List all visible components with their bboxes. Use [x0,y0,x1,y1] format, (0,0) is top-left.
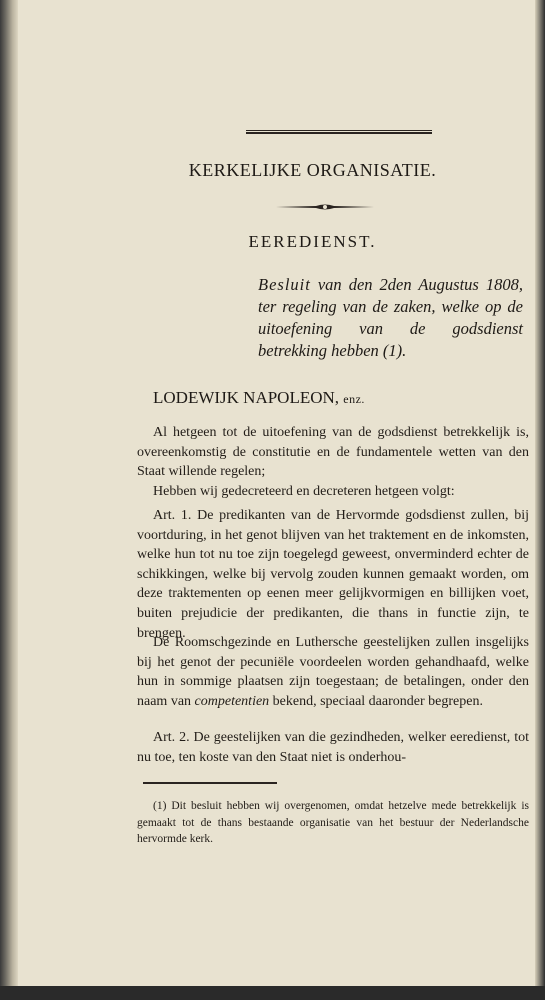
p4-text-before: De Roomschgezinde en Luthersche geestelijken zullen insgelijks bij het genot der pecuniële voordeelen worden gehandhaafd, welke hun in sommige plaatsen zijn toegestaan; de betalingen, onder den naam van [137,635,529,709]
page-spine [0,0,18,1000]
section-heading: KERKELIJKE ORGANISATIE. [188,160,437,180]
footnote-rule [143,782,277,784]
top-rule [246,130,432,134]
paragraph-article-2: Art. 2. De geestelijken van die gezindheden, welker eeredienst, tot nu toe, ten koste van den Staat niet is onderhou- [137,730,529,765]
decree-lead: Besluit [258,275,311,294]
page-edge [535,0,545,1000]
decree-title [258,274,523,362]
subsection-heading: EEREDIENST. [248,232,377,251]
paragraph-decree: Hebben wij gedecreteerd en decreteren hetgeen volgt: [153,484,455,499]
p4-text-after: bekend, speciaal daaronder begrepen. [272,693,483,709]
footnote: (1) Dit besluit hebben wij overgenomen, omdat hetzelve mede betrekkelijk is gemaakt tot de thans bestaande organisatie van het bestuur der Nederlandsche hervormde kerk. [137,800,529,845]
king-name [153,388,513,408]
ornament-divider [276,203,374,211]
p4-italic-term: competentien [194,693,270,709]
paragraph-preamble: Al hetgeen tot de uitoefening van de godsdienst betrekkelijk is, overeenkomstig de constitutie en de fundamentele wetten van den Staat willende regelen; [137,425,529,480]
decree-text: van den 2den Augustus 1808, ter regeling van de zaken, welke op de uitoefening van de godsdienst betrekking hebben (1). [258,275,523,360]
king-name-text: LODEWIJK NAPOLEON, [153,388,340,407]
paragraph-article-1-continued [137,633,529,711]
king-suffix: enz. [343,392,365,406]
scan-border [0,986,545,1000]
paragraph-article-1: Art. 1. De predikanten van de Hervormde godsdienst zullen, bij voortduring, in het genot blijven van het traktement en de inkomsten, welke hun tot nu toe zijn toegelegd geweest, onverminderd echter de schikkingen, welke bij vervolg zouden kunnen gemaakt worden, om deze traktementen op eenen meer gelijkvormigen en billijken voet, buiten prejudicie der predikanten, die thans in functie zijn, te brengen. [137,508,529,641]
